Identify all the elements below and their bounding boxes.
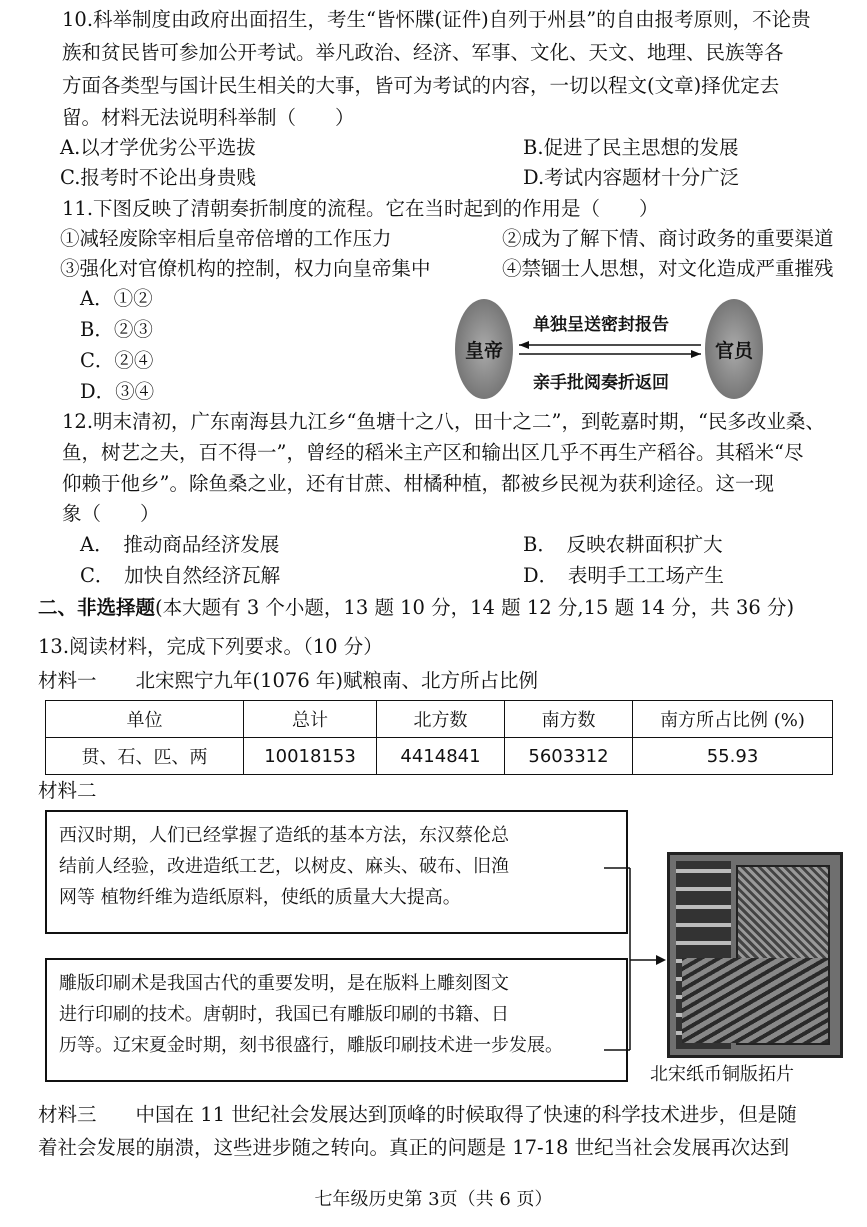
box2-line: 进行印刷的技术。唐朝时，我国已有雕版印刷的书籍、日 — [59, 1004, 509, 1025]
section2-heading — [38, 593, 794, 623]
memorial-flow-diagram — [455, 294, 755, 404]
q13-stem: 13.阅读材料，完成下列要求。（10 分） — [38, 635, 383, 658]
tax-grain-table — [45, 700, 833, 775]
q11-option-a: A．①② — [80, 287, 153, 310]
table-header: 南方数 — [505, 701, 633, 738]
q10-line-1: 10.科举制度由政府出面招生，考生“皆怀牒(证件)自列于州县”的自由报考原则，不论贵 — [62, 8, 811, 31]
official-node: 官员 — [705, 299, 763, 399]
section2-title: 二、非选择题 — [38, 596, 156, 619]
q10-option-d: D.考试内容题材十分广泛 — [523, 166, 740, 189]
box2-line: 历等。辽宋夏金时期，刻书很盛行，雕版印刷技术进一步发展。 — [59, 1035, 563, 1056]
q10-option-a: A.以才学优劣公平选拔 — [60, 136, 256, 159]
q11-option-b: B．②③ — [80, 318, 153, 341]
page-footer: 七年级历史第 3页（共 6 页） — [314, 1189, 553, 1210]
printing-box — [45, 958, 628, 1082]
material2-title: 材料二 — [38, 779, 97, 802]
report-label: 单独呈送密封报告 — [533, 315, 669, 335]
table-cell: 55.93 — [633, 738, 833, 775]
box1-line: 西汉时期，人们已经掌握了造纸的基本方法，东汉蔡伦总 — [59, 825, 509, 846]
q11-item-4: ④禁锢士人思想，对文化造成严重摧残 — [502, 257, 834, 280]
table-cell: 10018153 — [244, 738, 377, 775]
q11-stem: 11.下图反映了清朝奏折制度的流程。它在当时起到的作用是（ ） — [62, 197, 659, 220]
section2-note: (本大题有 3 个小题，13 题 10 分，14 题 12 分,15 题 14 分，共 36 分) — [155, 596, 795, 619]
table-cell: 4414841 — [377, 738, 505, 775]
box1-line: 结前人经验，改进造纸工艺，以树皮、麻头、破布、旧渔 — [59, 856, 509, 877]
table-header: 北方数 — [377, 701, 505, 738]
table-header-row — [46, 701, 833, 738]
q12-option-a: A． 推动商品经济发展 — [80, 533, 280, 556]
q10-option-c: C.报考时不论出身贵贱 — [60, 166, 256, 189]
q12-line-3: 仰赖于他乡”。除鱼桑之业，还有甘蔗、柑橘种植，都被乡民视为获利途径。这一现 — [62, 472, 774, 495]
papermaking-box — [45, 810, 628, 934]
q11-item-3: ③强化对官僚机构的控制，权力向皇帝集中 — [60, 257, 431, 280]
material3-line-2: 着社会发展的崩溃，这些进步随之转向。真正的问题是 17-18 世纪当社会发展再次达到 — [38, 1136, 790, 1159]
q12-option-d: D． 表明手工工场产生 — [523, 564, 724, 587]
table-cell: 5603312 — [505, 738, 633, 775]
table-header: 总计 — [244, 701, 377, 738]
material3-line-1: 材料三 中国在 11 世纪社会发展达到顶峰的时候取得了快速的科学技术进步，但是随 — [38, 1103, 797, 1126]
q12-line-2: 鱼，树艺之夫，百不得一”，曾经的稻米主产区和输出区几乎不再生产稻谷。其稻米“尽 — [62, 441, 804, 464]
q12-option-b: B． 反映农耕面积扩大 — [523, 533, 723, 556]
q10-line-4: 留。材料无法说明科举制（ ） — [62, 106, 355, 129]
table-header: 南方所占比例 (%) — [633, 701, 833, 738]
table-header: 单位 — [46, 701, 244, 738]
material1-title: 材料一 北宋熙宁九年(1076 年)赋粮南、北方所占比例 — [38, 669, 539, 692]
flow-arrows — [455, 294, 755, 404]
emperor-node: 皇帝 — [455, 299, 513, 399]
q11-option-c: C．②④ — [80, 349, 154, 372]
q10-line-2: 族和贫民皆可参加公开考试。举凡政治、经济、军事、文化、天文、地理、民族等各 — [62, 41, 784, 64]
box1-line: 网等 植物纤维为造纸原料，使纸的质量大大提高。 — [59, 887, 461, 908]
bracket-arrow — [600, 860, 670, 1060]
q11-item-1: ①减轻废除宰相后皇帝倍增的工作压力 — [60, 227, 392, 250]
table-cell: 贯、石、匹、两 — [46, 738, 244, 775]
q12-line-4: 象（ ） — [62, 502, 160, 525]
q10-line-3: 方面各类型与国计民生相关的大事，皆可为考试的内容，一切以程文(文章)择优定去 — [62, 74, 780, 97]
song-banknote-rubbing-image — [667, 852, 843, 1058]
q10-option-b: B.促进了民主思想的发展 — [523, 136, 739, 159]
q12-line-1: 12.明末清初，广东南海县九江乡“鱼塘十之八，田十之二”，到乾嘉时期，“民多改业桑、 — [62, 410, 825, 433]
q12-option-c: C． 加快自然经济瓦解 — [80, 564, 281, 587]
table-row — [46, 738, 833, 775]
q11-item-2: ②成为了解下情、商讨政务的重要渠道 — [502, 227, 834, 250]
box2-line: 雕版印刷术是我国古代的重要发明，是在版料上雕刻图文 — [59, 973, 509, 994]
return-label: 亲手批阅奏折返回 — [533, 373, 669, 393]
banknote-caption: 北宋纸币铜版拓片 — [650, 1064, 794, 1085]
q11-option-d: D．③④ — [80, 380, 155, 403]
